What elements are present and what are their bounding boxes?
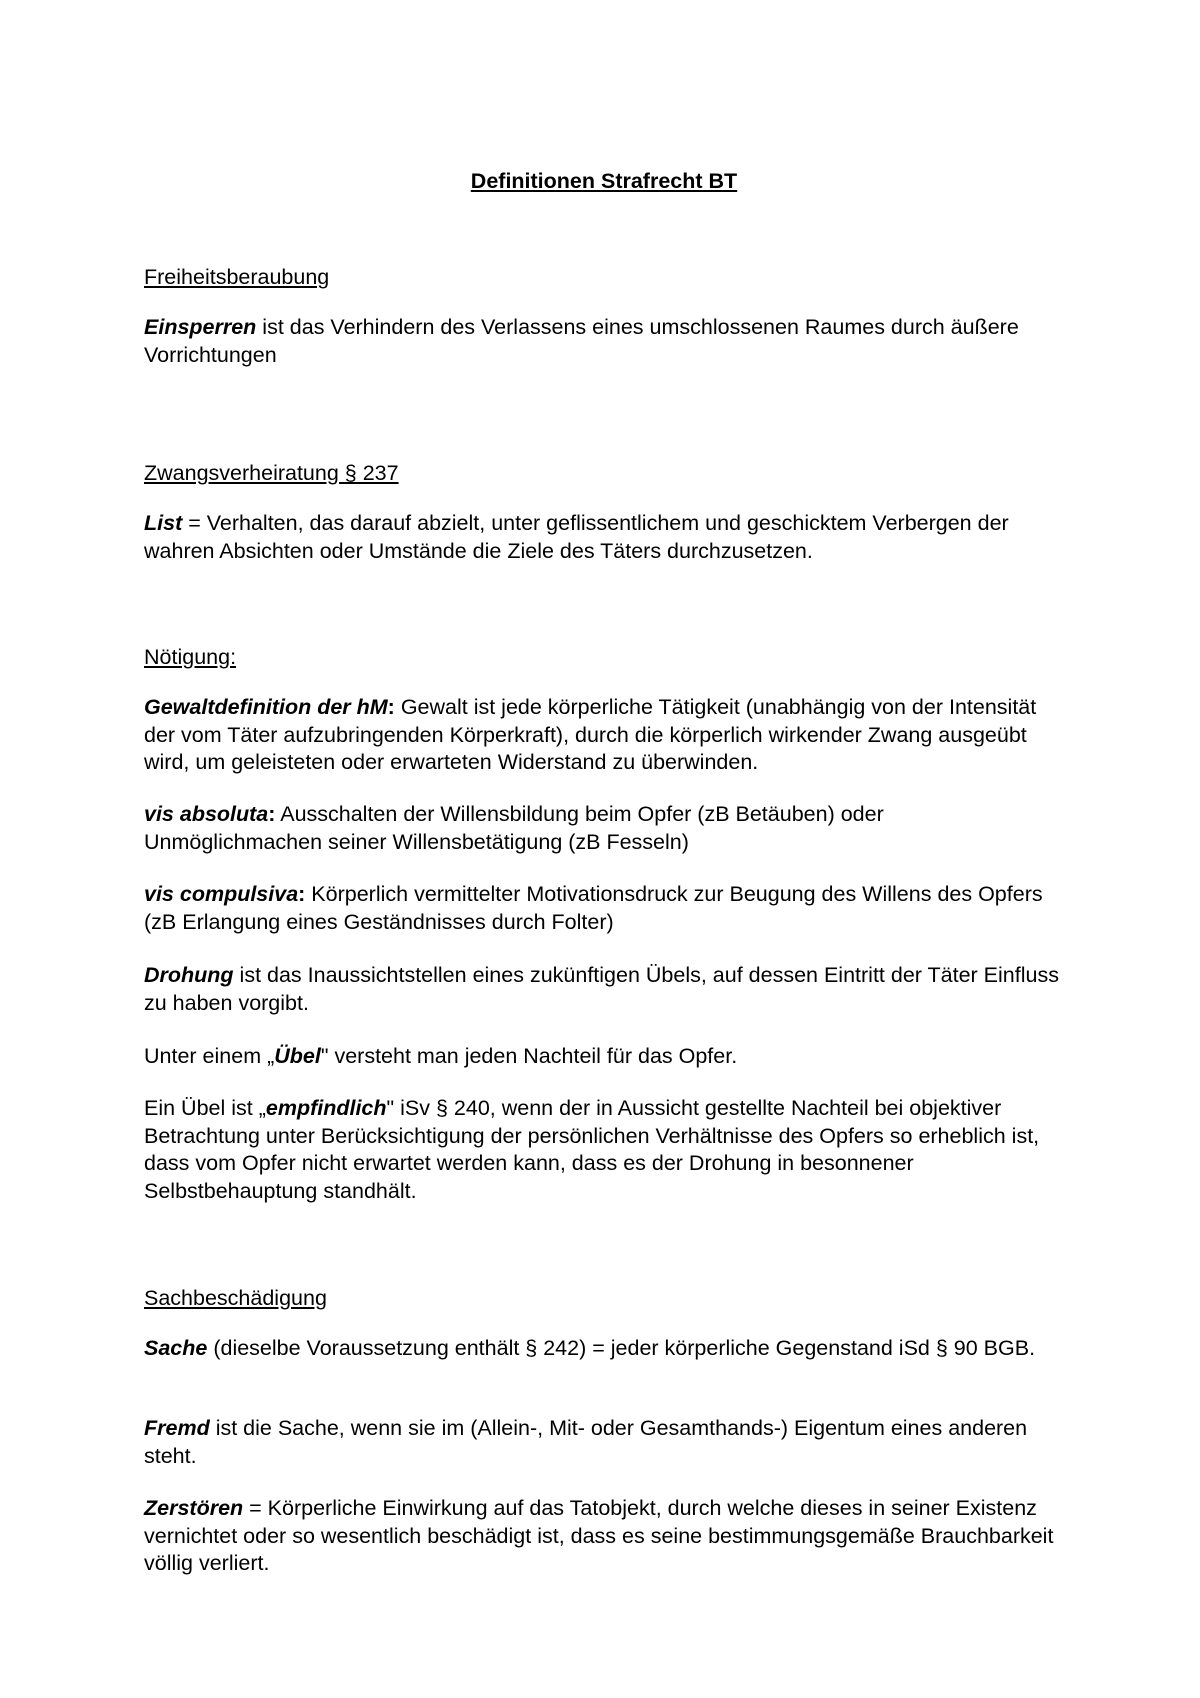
definition-term: Zerstören <box>144 1496 244 1520</box>
definition-text: " iSv § 240, wenn der in Aussicht gestellte Nachteil bei objektiver Betrachtung unter Berücksichtigung der persönlichen Verhältnisse des Opfers so erheblich ist, dass vom Opfer nicht erwartet werden kann, dass es der Drohung in besonnener Selbstbehauptung standhält. <box>144 1096 1040 1203</box>
definition-text: " versteht man jeden Nachteil für das Opfer. <box>320 1044 738 1068</box>
definition-term-suffix: : <box>387 695 395 719</box>
definition-text: = Körperliche Einwirkung auf das Tatobjekt, durch welche dieses in seiner Existenz vernichtet oder so wesentlich beschädigt ist, dass es seine bestimmungsgemäße Brauchbarkeit völlig verliert. <box>144 1496 1054 1575</box>
definition-term: List <box>144 511 183 535</box>
definition-text: ist das Inaussichtstellen eines zukünftigen Übels, auf dessen Eintritt der Täter Einfluss zu haben vorgibt. <box>144 963 1059 1015</box>
definition-term: Sache <box>144 1336 208 1360</box>
definition-text: ist die Sache, wenn sie im (Allein-, Mit- oder Gesamthands-) Eigentum eines anderen steht. <box>144 1416 1028 1468</box>
definition-term: Einsperren <box>144 315 257 339</box>
definition-term: Gewaltdefinition der hM <box>144 695 388 719</box>
definition-term: Fremd <box>144 1416 210 1440</box>
definition-text: = Verhalten, das darauf abzielt, unter geflissentlichem und geschicktem Verbergen der wahren Absichten oder Umstände die Ziele des Täters durchzusetzen. <box>144 511 1009 563</box>
section-heading-noetigung: Nötigung: <box>144 645 237 669</box>
definition-gewalt <box>144 694 1064 777</box>
definition-empfindlich <box>144 1095 1064 1205</box>
definition-einsperren <box>144 314 1064 369</box>
section-heading-sachbeschaedigung: Sachbeschädigung <box>144 1286 327 1310</box>
definition-text: Ausschalten der Willensbildung beim Opfer (zB Betäuben) oder Unmöglichmachen seiner Willensbetätigung (zB Fesseln) <box>144 802 884 854</box>
definition-term: Drohung <box>144 963 234 987</box>
definition-list <box>144 510 1064 565</box>
definition-text: Körperlich vermittelter Motivationsdruck zur Beugung des Willens des Opfers (zB Erlangung eines Geständnisses durch Folter) <box>144 882 1043 934</box>
section-heading-freiheitsberaubung: Freiheitsberaubung <box>144 265 330 289</box>
definition-text: (dieselbe Voraussetzung enthält § 242) = jeder körperliche Gegenstand iSd § 90 BGB. <box>207 1336 1036 1360</box>
definition-sache <box>144 1335 1064 1363</box>
definition-prefix: Unter einem „ <box>144 1044 275 1068</box>
definition-vis-compulsiva <box>144 881 1064 936</box>
section-heading-zwangsverheiratung: Zwangsverheiratung § 237 <box>144 461 399 485</box>
definition-zerstoeren <box>144 1495 1064 1578</box>
definition-prefix: Ein Übel ist „ <box>144 1096 266 1120</box>
document-title: Definitionen Strafrecht BT <box>470 169 738 193</box>
definition-term: Übel <box>274 1044 321 1068</box>
definition-term: vis absoluta <box>144 802 269 826</box>
definition-term-suffix: : <box>268 802 276 826</box>
definition-text: Gewalt ist jede körperliche Tätigkeit (unabhängig von der Intensität der vom Täter aufzubringenden Körperkraft), durch die körperlich wirkender Zwang ausgeübt wird, um geleisteten oder erwarteten Widerstand zu überwinden. <box>144 695 1037 774</box>
definition-term: empfindlich <box>265 1096 387 1120</box>
definition-text: ist das Verhindern des Verlassens eines umschlossenen Raumes durch äußere Vorrichtungen <box>144 315 1019 367</box>
definition-uebel <box>144 1043 1064 1071</box>
definition-term-suffix: : <box>298 882 306 906</box>
definition-term: vis compulsiva <box>144 882 299 906</box>
definition-drohung <box>144 962 1064 1017</box>
definition-vis-absoluta <box>144 801 1064 856</box>
definition-fremd <box>144 1415 1064 1470</box>
